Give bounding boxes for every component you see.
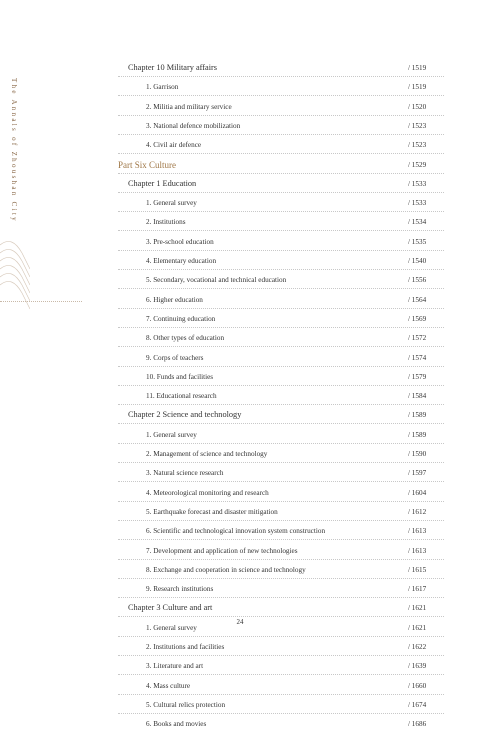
- toc-entry-part: [0, 159, 480, 171]
- toc-separator: [118, 385, 444, 386]
- toc-entry-page: / 1579: [408, 372, 427, 381]
- toc-entry-section: [0, 718, 480, 730]
- toc-entry-section: [0, 274, 480, 286]
- toc-entry-section: [0, 545, 480, 557]
- toc-entry-section: [0, 699, 480, 711]
- toc-entry-section: [0, 120, 480, 132]
- toc-entry-title: 5. Cultural relics protection: [146, 700, 226, 709]
- toc-entry-title: 7. Continuing education: [146, 314, 216, 323]
- toc-separator: [118, 134, 444, 135]
- toc-entry-page: / 1584: [408, 392, 427, 401]
- toc-separator: [118, 192, 444, 193]
- toc-entry-title: Chapter 1 Education: [128, 178, 197, 188]
- toc-separator: [118, 366, 444, 367]
- toc-entry-page: / 1590: [408, 450, 427, 458]
- toc-entry-title: 3. National defence mobilization: [146, 121, 241, 130]
- toc-entry-title: 6. Scientific and technological innovation system construction: [146, 527, 326, 536]
- toc-entry-section: [0, 197, 480, 209]
- toc-separator: [118, 443, 444, 444]
- toc-separator: [118, 173, 444, 174]
- toc-entry-title: 5. Secondary, vocational and technical education: [146, 276, 287, 285]
- toc-separator: [118, 423, 444, 424]
- toc-entry-title: 3. Pre-school education: [146, 237, 214, 246]
- book-title-vertical: The Annals of Zhoushan City: [10, 78, 18, 223]
- toc-entry-section: [0, 101, 480, 113]
- toc-separator: [118, 655, 444, 656]
- toc-entry-page: / 1572: [408, 334, 427, 343]
- toc-separator: [118, 153, 444, 154]
- toc-entry-chapter: [0, 62, 480, 74]
- toc-entry-section: [0, 506, 480, 518]
- toc-entry-chapter: [0, 409, 480, 421]
- toc-entry-page: / 1533: [408, 179, 427, 188]
- toc-entry-title: 1. General survey: [146, 430, 197, 439]
- toc-entry-page: / 1589: [408, 411, 427, 420]
- toc-separator: [118, 578, 444, 579]
- toc-entry-page: / 1674: [408, 700, 427, 709]
- toc-entry-page: / 1622: [408, 643, 427, 651]
- toc-entry-page: / 1617: [408, 585, 427, 594]
- toc-entry-page: / 1519: [408, 64, 427, 72]
- toc-entry-page: / 1540: [408, 257, 427, 265]
- toc-entry-section: [0, 680, 480, 692]
- toc-separator: [118, 288, 444, 289]
- toc-entry-section: [0, 467, 480, 479]
- toc-separator: [118, 501, 444, 502]
- toc-entry-section: [0, 525, 480, 537]
- toc-entry-page: / 1519: [408, 83, 427, 92]
- toc-entry-section: [0, 371, 480, 383]
- toc-entry-page: / 1660: [408, 681, 427, 690]
- toc-separator: [118, 674, 444, 675]
- toc-entry-page: / 1535: [408, 237, 427, 246]
- toc-separator: [118, 327, 444, 328]
- toc-entry-section: [0, 294, 480, 306]
- toc-entry-page: / 1523: [408, 121, 427, 130]
- toc-separator: [118, 539, 444, 540]
- toc-separator: [118, 211, 444, 212]
- toc-entry-section: [0, 313, 480, 325]
- toc-entry-page: / 1556: [408, 276, 427, 285]
- toc-entry-title: 9. Corps of teachers: [146, 353, 204, 362]
- toc-entry-title: 4. Meteorological monitoring and research: [146, 488, 269, 497]
- toc-entry-title: Chapter 10 Military affairs: [128, 63, 218, 72]
- toc-entry-title: 4. Civil air defence: [146, 141, 202, 150]
- toc-entry-page: / 1569: [408, 314, 427, 323]
- toc-entry-title: 2. Institutions and facilities: [146, 643, 225, 651]
- toc-entry-page: / 1597: [408, 469, 427, 478]
- toc-separator: [118, 597, 444, 598]
- toc-entry-page: / 1534: [408, 218, 427, 227]
- toc-entry-page: / 1621: [408, 623, 427, 632]
- toc-entry-title: Chapter 3 Culture and art: [128, 603, 213, 613]
- toc-entry-title: 7. Development and application of new technologies: [146, 546, 298, 555]
- toc-entry-page: / 1686: [408, 720, 427, 729]
- toc-entry-page: / 1523: [408, 141, 427, 150]
- toc-entry-title: 2. Management of science and technology: [146, 450, 268, 458]
- toc-entry-section: [0, 429, 480, 441]
- toc-entry-title: 9. Research institutions: [146, 585, 214, 594]
- toc-entry-title: 8. Other types of education: [146, 334, 225, 343]
- toc-entry-section: [0, 352, 480, 364]
- toc-entry-section: [0, 255, 480, 267]
- toc-separator: [118, 713, 444, 714]
- toc-entry-title: 8. Exchange and cooperation in science and technology: [146, 565, 306, 574]
- toc-entry-section: [0, 487, 480, 499]
- toc-entry-page: / 1529: [408, 160, 427, 169]
- toc-entry-title: 3. Literature and art: [146, 662, 204, 671]
- toc-entry-title: 2. Institutions: [146, 218, 186, 227]
- toc-separator: [118, 230, 444, 231]
- toc-separator: [118, 115, 444, 116]
- toc-entry-page: / 1533: [408, 199, 427, 208]
- toc-entry-page: / 1621: [408, 604, 427, 613]
- toc-entry-section: [0, 390, 480, 402]
- toc-separator: [118, 308, 444, 309]
- toc-entry-title: 6. Higher education: [146, 295, 203, 304]
- toc-separator: [118, 95, 444, 96]
- toc-entry-title: 1. Garrison: [146, 83, 179, 92]
- toc-entry-section: [0, 641, 480, 653]
- toc-entry-section: [0, 660, 480, 672]
- toc-entry-chapter: [0, 178, 480, 190]
- toc-entry-section: [0, 139, 480, 151]
- toc-entry-title: 11. Educational research: [146, 392, 217, 401]
- toc-entry-chapter: [0, 602, 480, 614]
- toc-entry-section: [0, 236, 480, 248]
- toc-separator: [118, 269, 444, 270]
- toc-entry-title: 1. General survey: [146, 199, 197, 208]
- toc-separator: [118, 520, 444, 521]
- toc-entry-section: [0, 564, 480, 576]
- toc-separator: [118, 462, 444, 463]
- toc-entry-title: 3. Natural science research: [146, 469, 224, 478]
- toc-entry-title: 2. Militia and military service: [146, 102, 232, 111]
- toc-separator: [118, 76, 444, 77]
- toc-entry-page: / 1639: [408, 662, 427, 671]
- toc-separator: [118, 636, 444, 637]
- toc-entry-page: / 1604: [408, 488, 427, 497]
- toc-separator: [118, 481, 444, 482]
- toc-entry-page: / 1615: [408, 565, 427, 574]
- toc-separator: [118, 694, 444, 695]
- toc-entry-title: 4. Elementary education: [146, 257, 217, 265]
- toc-entry-page: / 1612: [408, 507, 427, 516]
- toc-entry-page: / 1613: [408, 527, 427, 536]
- toc-entry-title: 6. Books and movies: [146, 720, 207, 729]
- toc-entry-title: Chapter 2 Science and technology: [128, 410, 242, 420]
- toc-entry-section: [0, 81, 480, 93]
- toc-separator: [118, 250, 444, 251]
- toc-entry-title: Part Six Culture: [118, 159, 176, 170]
- toc-entry-title: 10. Funds and facilities: [146, 372, 214, 381]
- toc-entry-section: [0, 583, 480, 595]
- toc-entry-page: / 1613: [408, 546, 427, 555]
- toc-separator: [118, 559, 444, 560]
- page-number: 24: [236, 618, 244, 626]
- toc-separator: [118, 404, 444, 405]
- toc-entry-page: / 1589: [408, 430, 427, 439]
- toc-entry-section: [0, 332, 480, 344]
- toc-entry-section: [0, 216, 480, 228]
- toc-entry-title: 1. General survey: [146, 623, 197, 632]
- toc-entry-page: / 1564: [408, 295, 427, 304]
- toc-entry-page: / 1520: [408, 102, 427, 111]
- toc-entry-page: / 1574: [408, 353, 427, 362]
- toc-entry-title: 4. Mass culture: [146, 681, 191, 690]
- toc-entry-section: [0, 448, 480, 460]
- toc-entry-title: 5. Earthquake forecast and disaster mitigation: [146, 507, 278, 516]
- toc-separator: [118, 346, 444, 347]
